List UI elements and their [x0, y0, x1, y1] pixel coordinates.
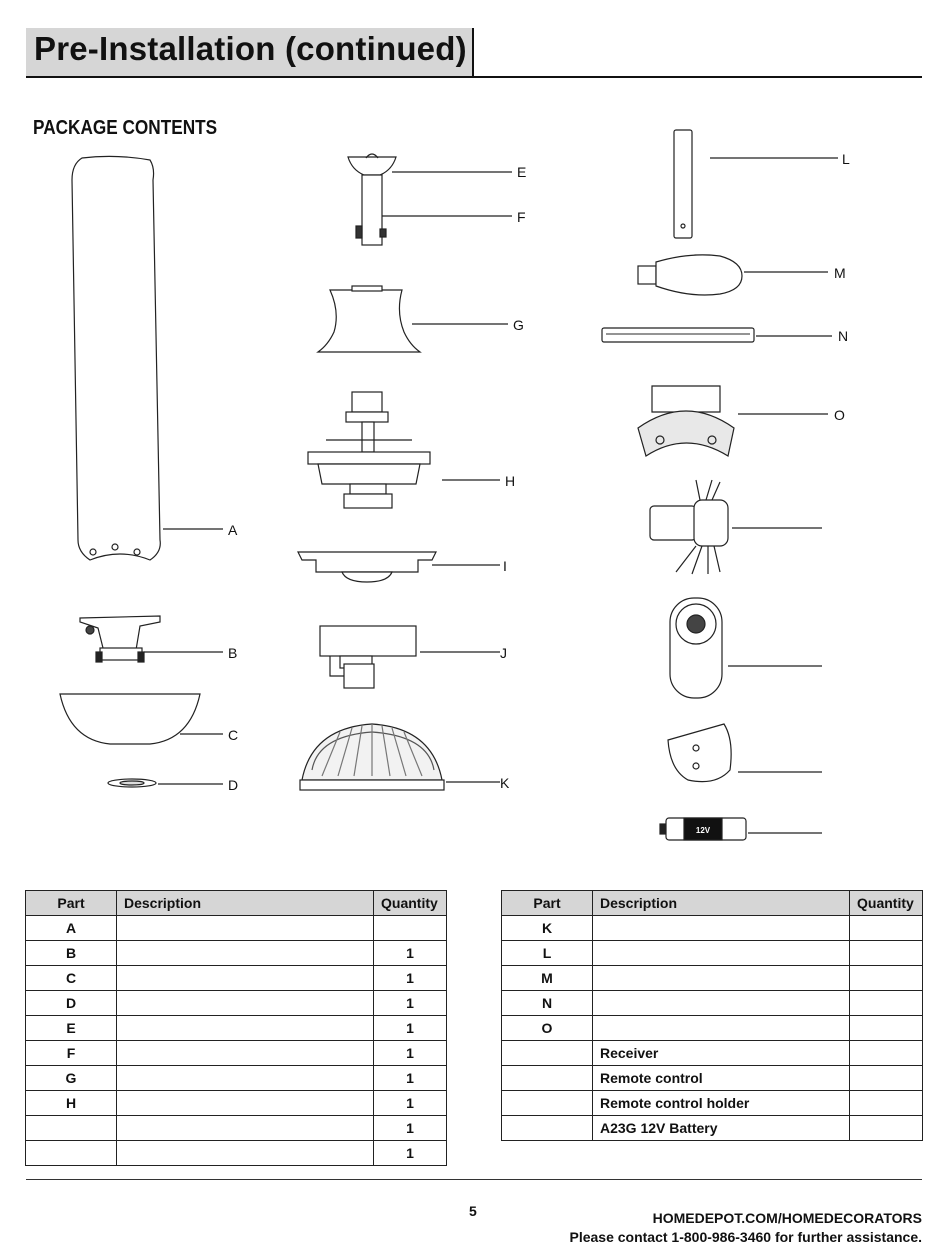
bowl-illustration	[60, 694, 223, 744]
cell-part	[502, 1091, 593, 1116]
label-g: G	[513, 317, 524, 333]
cell-description	[117, 941, 374, 966]
table-row	[502, 966, 923, 991]
col-header-description: Description	[117, 891, 374, 916]
table-row	[26, 1066, 447, 1091]
cell-description	[117, 1141, 374, 1166]
cell-part: A	[26, 916, 117, 941]
cell-description: Receiver	[593, 1041, 850, 1066]
cell-part: H	[26, 1091, 117, 1116]
label-l: L	[842, 151, 850, 167]
table-row	[502, 916, 923, 941]
cell-description: Remote control	[593, 1066, 850, 1091]
cell-quantity	[850, 1116, 923, 1141]
col-header-part: Part	[502, 891, 593, 916]
battery-illustration	[660, 818, 822, 840]
cell-description	[117, 1091, 374, 1116]
bracket-illustration	[80, 616, 223, 662]
cell-part	[502, 1041, 593, 1066]
label-k: K	[500, 775, 510, 791]
cell-part	[502, 1066, 593, 1091]
cell-quantity	[850, 1041, 923, 1066]
label-f: F	[517, 209, 526, 225]
label-n: N	[838, 328, 849, 344]
mounting-plate-illustration	[638, 386, 828, 456]
cell-part: D	[26, 991, 117, 1016]
cell-description	[593, 1016, 850, 1041]
col-header-quantity: Quantity	[374, 891, 447, 916]
table-row	[26, 916, 447, 941]
table-row	[26, 1041, 447, 1066]
section-title: PACKAGE CONTENTS	[33, 117, 218, 139]
cell-description	[593, 966, 850, 991]
bulb-illustration	[638, 255, 828, 295]
table-row	[26, 1116, 447, 1141]
cell-description	[593, 991, 850, 1016]
cell-part: L	[502, 941, 593, 966]
table-row	[26, 1091, 447, 1116]
label-e: E	[517, 164, 527, 180]
cell-part: E	[26, 1016, 117, 1041]
label-o: O	[834, 407, 845, 423]
cell-quantity	[850, 916, 923, 941]
cell-quantity	[850, 966, 923, 991]
blade-illustration	[72, 156, 223, 560]
website-link[interactable]: HOMEDEPOT.COM/HOMEDECORATORS	[652, 1210, 922, 1226]
cell-description	[593, 941, 850, 966]
cell-quantity: 1	[374, 1116, 447, 1141]
table-row	[502, 1066, 923, 1091]
footer-rule	[26, 1179, 922, 1180]
cell-description	[117, 991, 374, 1016]
cell-part: M	[502, 966, 593, 991]
cell-part: K	[502, 916, 593, 941]
label-c: C	[228, 727, 239, 743]
cell-part	[26, 1141, 117, 1166]
cell-description	[117, 1041, 374, 1066]
cell-part: C	[26, 966, 117, 991]
table-row	[26, 941, 447, 966]
cell-quantity: 1	[374, 1141, 447, 1166]
table-row	[502, 941, 923, 966]
table-row	[26, 1141, 447, 1166]
cell-part: F	[26, 1041, 117, 1066]
shade-illustration	[300, 724, 500, 790]
cell-quantity: 1	[374, 941, 447, 966]
cell-quantity: 1	[374, 1041, 447, 1066]
trim-ring-illustration	[602, 328, 832, 342]
cell-quantity: 1	[374, 966, 447, 991]
cell-quantity	[850, 1066, 923, 1091]
bar-illustration	[674, 130, 838, 238]
cell-quantity	[850, 991, 923, 1016]
label-h: H	[505, 473, 516, 489]
remote-holder-illustration	[668, 724, 822, 782]
col-header-quantity: Quantity	[850, 891, 923, 916]
table-row	[502, 1091, 923, 1116]
parts-table-right	[501, 890, 923, 1141]
cell-part: B	[26, 941, 117, 966]
col-header-part: Part	[26, 891, 117, 916]
ring-illustration	[108, 779, 223, 787]
cell-description: A23G 12V Battery	[593, 1116, 850, 1141]
table-row	[502, 1041, 923, 1066]
table-row	[502, 1116, 923, 1141]
contact-text: Please contact 1-800-986-3460 for further assistance.	[569, 1229, 922, 1245]
label-b: B	[228, 645, 238, 661]
battery-label: 12V	[695, 826, 711, 835]
light-kit-illustration	[320, 626, 500, 688]
remote-control-illustration	[670, 598, 822, 698]
label-m: M	[834, 265, 846, 281]
cell-part: O	[502, 1016, 593, 1041]
page-number: 5	[469, 1203, 477, 1219]
receiver-illustration	[650, 480, 822, 574]
cell-quantity	[374, 916, 447, 941]
table-row	[502, 991, 923, 1016]
page-title: Pre-Installation (continued)	[34, 30, 467, 67]
cell-quantity	[850, 1016, 923, 1041]
label-j: J	[500, 645, 507, 661]
cell-quantity: 1	[374, 1066, 447, 1091]
cell-part	[26, 1116, 117, 1141]
label-a: A	[228, 522, 238, 538]
cell-part	[502, 1116, 593, 1141]
cell-description	[117, 916, 374, 941]
cell-description	[593, 916, 850, 941]
cell-quantity: 1	[374, 1016, 447, 1041]
cell-part: N	[502, 991, 593, 1016]
label-d: D	[228, 777, 239, 793]
table-row	[26, 966, 447, 991]
downrod-illustration	[348, 154, 512, 245]
col-header-description: Description	[593, 891, 850, 916]
canopy-illustration	[318, 286, 508, 352]
table-row	[26, 991, 447, 1016]
parts-table-left	[25, 890, 447, 1166]
cell-description	[117, 1016, 374, 1041]
cell-description	[117, 966, 374, 991]
switch-housing-illustration	[298, 552, 500, 582]
table-row	[26, 1016, 447, 1041]
cell-quantity	[850, 941, 923, 966]
cell-quantity	[850, 1091, 923, 1116]
label-i: I	[503, 558, 507, 574]
cell-quantity: 1	[374, 991, 447, 1016]
cell-description	[117, 1116, 374, 1141]
motor-illustration	[308, 392, 500, 508]
cell-part: G	[26, 1066, 117, 1091]
cell-description: Remote control holder	[593, 1091, 850, 1116]
table-row	[502, 1016, 923, 1041]
cell-description	[117, 1066, 374, 1091]
cell-quantity: 1	[374, 1091, 447, 1116]
